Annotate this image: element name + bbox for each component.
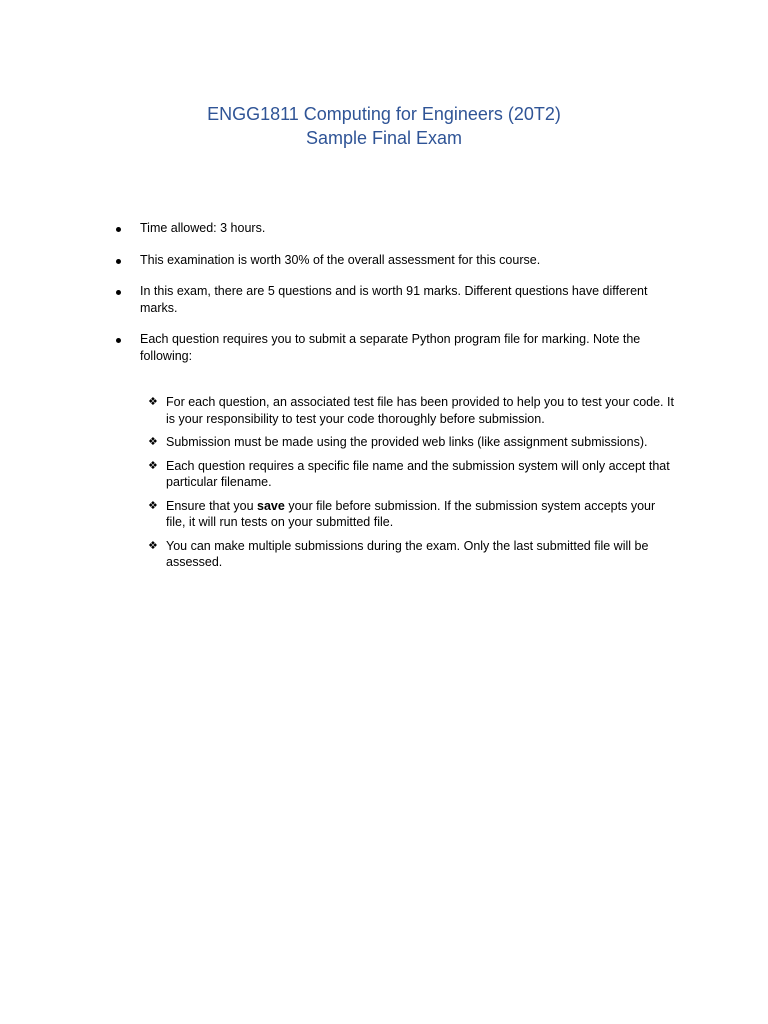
- exam-info-list: [0, 220, 768, 379]
- list-item: [0, 538, 678, 571]
- list-item-text: For each question, an associated test file has been provided to help you to test your code. It is your responsibility to test your code thoroughly before submission.: [166, 395, 674, 426]
- list-item-text: Each question requires a specific file name and the submission system will only accept that particular filename.: [166, 458, 670, 489]
- submission-notes-list: [0, 394, 768, 578]
- emphasis-save: save: [257, 498, 285, 513]
- list-item-text: In this exam, there are 5 questions and is worth 91 marks. Different questions have different marks.: [140, 284, 648, 315]
- bullet-icon: [116, 338, 121, 343]
- list-item-text: This examination is worth 30% of the overall assessment for this course.: [140, 252, 541, 267]
- diamond-bullet-icon: ❖: [148, 539, 158, 552]
- list-item-text-end: your file before submission. If the submission system accepts your file, it will run tests on your submitted file.: [166, 498, 656, 529]
- list-item: [0, 458, 678, 491]
- bullet-icon: [116, 227, 121, 232]
- diamond-bullet-icon: ❖: [148, 436, 158, 448]
- document-title: [0, 102, 768, 150]
- bullet-icon: [116, 259, 121, 264]
- list-item: [0, 283, 680, 316]
- list-item: [0, 394, 678, 427]
- bullet-icon: [116, 290, 121, 295]
- diamond-bullet-icon: ❖: [148, 396, 158, 408]
- list-item-text: Time allowed: 3 hours.: [140, 221, 266, 235]
- diamond-bullet-icon: ❖: [148, 499, 158, 512]
- list-item: [0, 434, 678, 451]
- list-item-text-start: Ensure that you: [166, 498, 258, 513]
- list-item: [0, 220, 680, 237]
- list-item-text: [166, 499, 655, 530]
- list-item-text: You can make multiple submissions during the exam. Only the last submitted file will be assessed.: [166, 538, 649, 569]
- title-exam: Sample Final Exam: [305, 128, 463, 148]
- list-item: [0, 498, 678, 531]
- title-course: ENGG1811 Computing for Engineers (20T2): [207, 104, 561, 124]
- list-item-text: Each question requires you to submit a separate Python program file for marking. Note the following:: [140, 332, 641, 363]
- list-item: [0, 331, 680, 364]
- list-item: [0, 252, 680, 269]
- list-item-text: Submission must be made using the provided web links (like assignment submissions).: [166, 435, 648, 449]
- diamond-bullet-icon: ❖: [148, 459, 158, 472]
